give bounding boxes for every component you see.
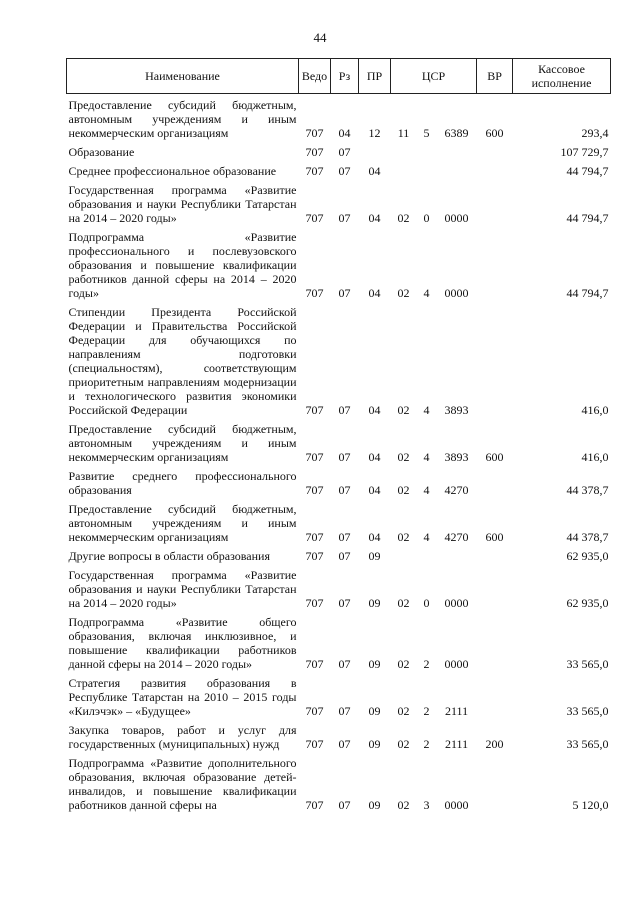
row-pr: 12: [368, 126, 381, 140]
table-row: [67, 179, 611, 226]
row-vr: 200: [485, 737, 504, 751]
row-csr-code: 0000: [444, 657, 469, 671]
row-csr-code: [437, 141, 477, 160]
row-amount: 44 794,7: [566, 286, 609, 300]
row-csr-program: [391, 141, 417, 160]
row-ved: 707: [305, 164, 324, 178]
row-csr-code: 0000: [444, 211, 469, 225]
row-csr-subprogram: 4: [423, 450, 430, 464]
table-row: [67, 465, 611, 498]
row-rz: 07: [338, 549, 351, 563]
row-csr-program: 02: [397, 211, 410, 225]
row-ved: 707: [305, 126, 324, 140]
header-pr: ПР: [359, 59, 391, 94]
row-csr-code: 0000: [444, 798, 469, 812]
row-amount: 44 794,7: [566, 164, 609, 178]
table-row: [67, 226, 611, 301]
row-rz: 07: [338, 483, 351, 497]
row-csr-subprogram: 0: [423, 211, 430, 225]
row-rz: 07: [338, 450, 351, 464]
row-csr-program: 02: [397, 286, 410, 300]
budget-table: [66, 58, 611, 813]
row-csr-program: 02: [397, 483, 410, 497]
row-pr: 04: [368, 403, 381, 417]
row-pr: 04: [368, 164, 381, 178]
row-rz: 07: [338, 798, 351, 812]
row-csr-subprogram: 4: [423, 530, 430, 544]
row-name: Государственная программа «Развитие образования и науки Республики Татарстан на 2014 – 2020 годы»: [68, 183, 297, 225]
row-csr-program: 02: [397, 530, 410, 544]
row-csr-program: 02: [397, 403, 410, 417]
table-row: [67, 719, 611, 752]
row-amount: 33 565,0: [566, 657, 609, 671]
row-ved: 707: [305, 657, 324, 671]
row-pr: 04: [368, 450, 381, 464]
row-name: Предоставление субсидий бюджетным, автономным учреждениям и иным некоммерческим организациям: [68, 502, 297, 544]
row-csr-subprogram: 0: [423, 596, 430, 610]
row-vr: [477, 564, 513, 611]
row-csr-code: 0000: [444, 596, 469, 610]
row-ved: 707: [305, 737, 324, 751]
row-pr: 09: [368, 798, 381, 812]
row-rz: 07: [338, 596, 351, 610]
page-number: 44: [313, 30, 327, 45]
header-name: Наименование: [67, 59, 299, 94]
row-csr-code: 2111: [444, 737, 469, 751]
row-rz: 07: [338, 286, 351, 300]
row-amount: 44 378,7: [566, 530, 609, 544]
row-pr: 09: [368, 704, 381, 718]
row-amount: 33 565,0: [566, 737, 609, 751]
row-ved: 707: [305, 403, 324, 417]
row-name: Стратегия развития образования в Республике Татарстан на 2010 – 2015 годы «Килэчэк» – «Будущее»: [68, 676, 297, 718]
row-pr: 09: [368, 737, 381, 751]
row-rz: 07: [338, 530, 351, 544]
row-name: Другие вопросы в области образования: [68, 549, 270, 563]
table-body: [67, 94, 611, 814]
row-ved: 707: [305, 549, 324, 563]
row-csr-code: [437, 545, 477, 564]
table-row: [67, 752, 611, 813]
row-name: Подпрограмма «Развитие дополнительного образования, включая образование детей-инвалидов, и повышение квалификации работников данной сферы на: [68, 756, 297, 812]
row-ved: 707: [305, 596, 324, 610]
row-amount: 416,0: [581, 403, 609, 417]
table-row: [67, 141, 611, 160]
row-vr: [477, 672, 513, 719]
row-csr-subprogram: 2: [423, 657, 430, 671]
row-csr-subprogram: 4: [423, 286, 430, 300]
row-vr: 600: [485, 450, 504, 464]
row-vr: [477, 301, 513, 418]
row-ved: 707: [305, 798, 324, 812]
row-ved: 707: [305, 286, 324, 300]
row-csr-subprogram: 4: [423, 403, 430, 417]
row-vr: [477, 160, 513, 179]
header-rz: Рз: [331, 59, 359, 94]
row-pr: 04: [368, 286, 381, 300]
table-row: [67, 545, 611, 564]
row-csr-code: 2111: [444, 704, 469, 718]
row-amount: 62 935,0: [566, 549, 609, 563]
row-csr-program: [391, 545, 417, 564]
row-name: Образование: [68, 145, 135, 159]
row-csr-code: [437, 160, 477, 179]
row-amount: 44 794,7: [566, 211, 609, 225]
row-csr-program: 11: [397, 126, 410, 140]
row-vr: [477, 545, 513, 564]
row-pr: 09: [368, 549, 381, 563]
row-pr: 04: [368, 530, 381, 544]
row-csr-subprogram: 2: [423, 704, 430, 718]
row-csr-subprogram: 2: [423, 737, 430, 751]
row-csr-code: 3893: [444, 450, 469, 464]
row-csr-program: 02: [397, 657, 410, 671]
row-vr: [477, 141, 513, 160]
row-csr-subprogram: [417, 160, 437, 179]
row-rz: 07: [338, 211, 351, 225]
table-row: [67, 498, 611, 545]
row-csr-subprogram: [417, 545, 437, 564]
row-rz: 07: [338, 737, 351, 751]
row-pr: [359, 141, 391, 160]
row-csr-subprogram: 4: [423, 483, 430, 497]
row-csr-program: 02: [397, 798, 410, 812]
row-csr-code: 4270: [444, 530, 469, 544]
row-amount: 62 935,0: [566, 596, 609, 610]
row-amount: 107 729,7: [560, 145, 609, 159]
table-row: [67, 564, 611, 611]
row-name: Подпрограмма «Развитие профессионального и послевузовского образования и повышение квалификации работников данной сферы на 2014 – 2020 годы»: [68, 230, 297, 300]
row-rz: 07: [338, 145, 351, 159]
row-name: Государственная программа «Развитие образования и науки Республики Татарстан на 2014 – 2020 годы»: [68, 568, 297, 610]
row-amount: 33 565,0: [566, 704, 609, 718]
row-name: Предоставление субсидий бюджетным, автономным учреждениям и иным некоммерческим организациям: [68, 422, 297, 464]
row-name: Предоставление субсидий бюджетным, автономным учреждениям и иным некоммерческим организациям: [68, 98, 297, 140]
row-csr-subprogram: [417, 141, 437, 160]
row-name: Закупка товаров, работ и услуг для государственных (муниципальных) нужд: [68, 723, 297, 751]
row-csr-program: 02: [397, 704, 410, 718]
row-rz: 07: [338, 657, 351, 671]
row-rz: 04: [338, 126, 351, 140]
row-vr: 600: [485, 530, 504, 544]
table-header: [67, 59, 611, 94]
header-vr: ВР: [477, 59, 513, 94]
row-amount: 416,0: [581, 450, 609, 464]
row-csr-code: 3893: [444, 403, 469, 417]
row-csr-subprogram: 5: [423, 126, 430, 140]
row-vr: [477, 611, 513, 672]
table-row: [67, 418, 611, 465]
header-ved: Ведо: [299, 59, 331, 94]
row-vr: 600: [485, 126, 504, 140]
row-csr-program: 02: [397, 737, 410, 751]
row-pr: 04: [368, 211, 381, 225]
row-ved: 707: [305, 211, 324, 225]
header-csr: ЦСР: [391, 59, 477, 94]
row-rz: 07: [338, 704, 351, 718]
row-pr: 09: [368, 596, 381, 610]
row-ved: 707: [305, 145, 324, 159]
table-row: [67, 301, 611, 418]
row-vr: [477, 465, 513, 498]
table-row: [67, 611, 611, 672]
row-ved: 707: [305, 483, 324, 497]
row-vr: [477, 179, 513, 226]
row-csr-code: 4270: [444, 483, 469, 497]
row-vr: [477, 226, 513, 301]
row-name: Подпрограмма «Развитие общего образования, включая инклюзивное, и повышение квалификации работников данной сферы на 2014 – 2020 годы»: [68, 615, 297, 671]
row-ved: 707: [305, 704, 324, 718]
row-name: Стипендии Президента Российской Федерации и Правительства Российской Федерации для обучающихся по направлениям подготовки (специальностям), соответствующим приоритетным направлениям модернизации и технологического развития экономики Российской Федерации: [68, 305, 297, 417]
row-amount: 44 378,7: [566, 483, 609, 497]
row-vr: [477, 752, 513, 813]
row-ved: 707: [305, 530, 324, 544]
table-row: [67, 94, 611, 142]
row-name: Среднее профессиональное образование: [68, 164, 277, 178]
table-row: [67, 160, 611, 179]
row-rz: 07: [338, 403, 351, 417]
row-csr-code: 0000: [444, 286, 469, 300]
row-rz: 07: [338, 164, 351, 178]
row-csr-code: 6389: [444, 126, 469, 140]
row-amount: 5 120,0: [572, 798, 609, 812]
header-amount: Кассовое исполнение: [513, 59, 611, 94]
row-pr: 04: [368, 483, 381, 497]
row-csr-subprogram: 3: [423, 798, 430, 812]
row-csr-program: 02: [397, 450, 410, 464]
row-ved: 707: [305, 450, 324, 464]
row-name: Развитие среднего профессионального образования: [68, 469, 297, 497]
table-row: [67, 672, 611, 719]
row-csr-program: [391, 160, 417, 179]
row-pr: 09: [368, 657, 381, 671]
row-amount: 293,4: [581, 126, 609, 140]
row-csr-program: 02: [397, 596, 410, 610]
